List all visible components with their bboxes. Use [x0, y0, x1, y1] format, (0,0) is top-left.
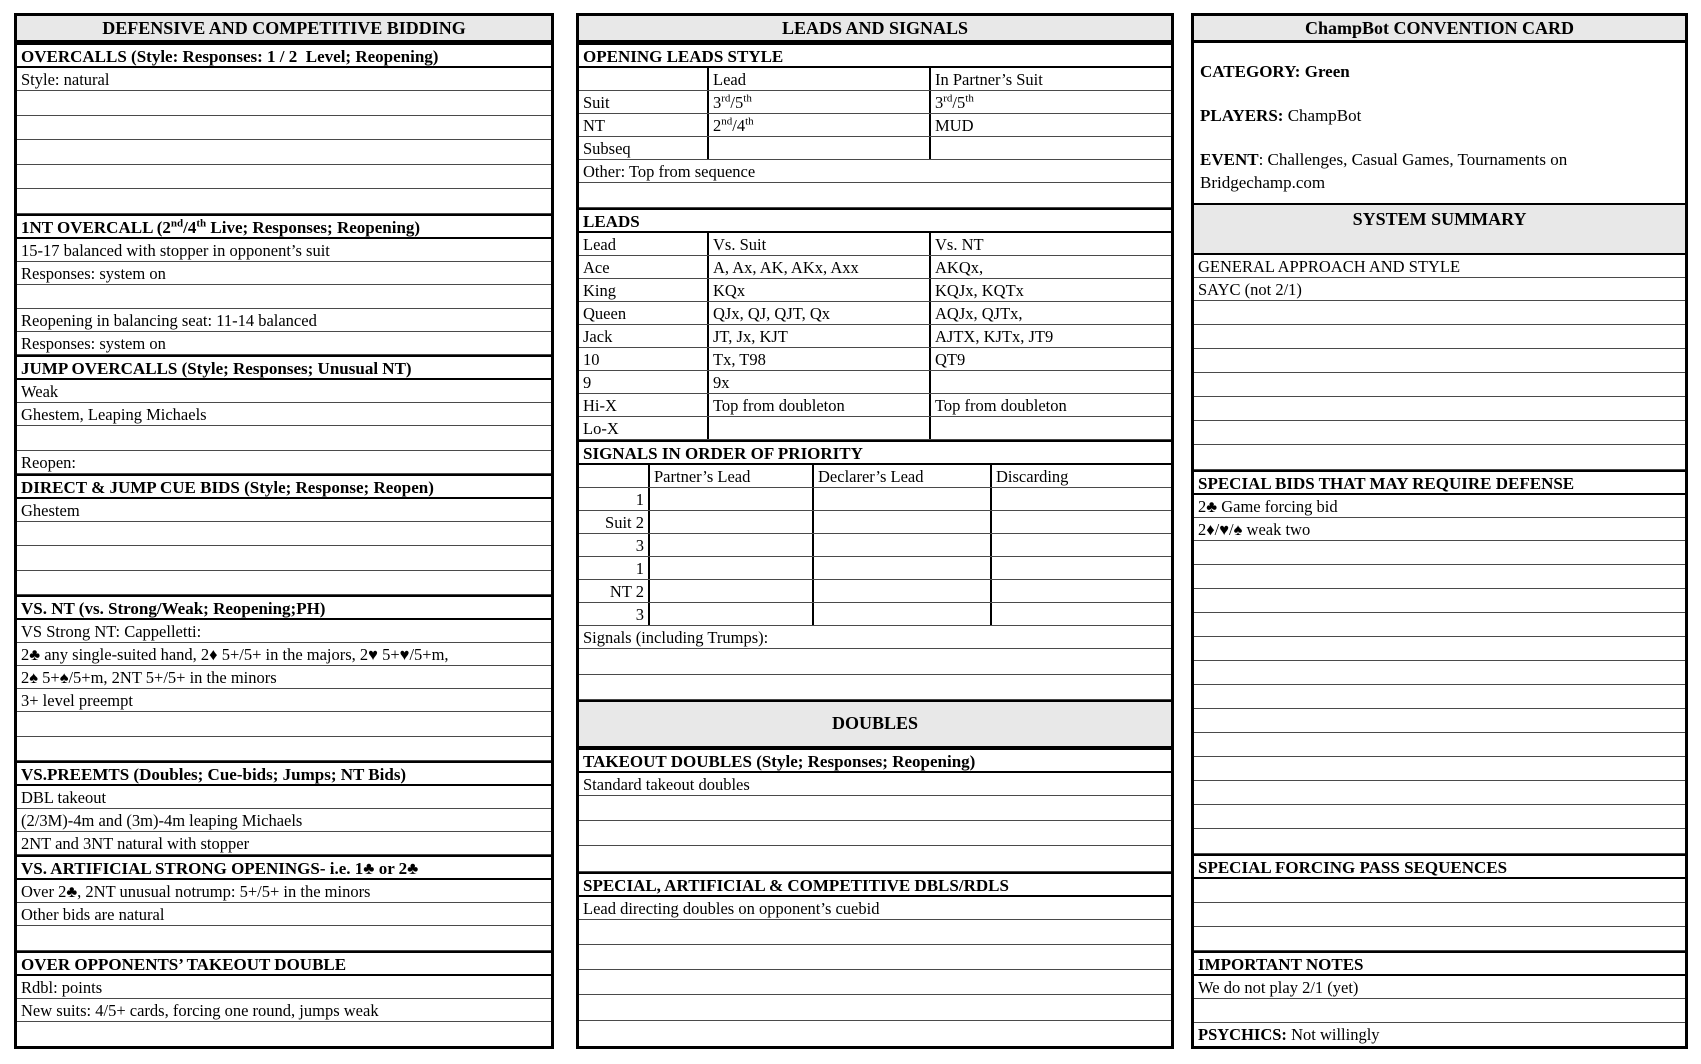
text-row: Ghestem [17, 499, 551, 522]
text-row: Standard takeout doubles [579, 773, 1171, 796]
leads-table-row [579, 394, 1171, 417]
direct-jump-cue-bids-header: DIRECT & JUMP CUE BIDS (Style; Response; Reopen) [17, 474, 551, 499]
empty-row [17, 91, 551, 116]
card-info-line: PLAYERS: ChampBot [1200, 106, 1362, 125]
empty-row [1194, 397, 1685, 421]
empty-row [17, 712, 551, 737]
signals-table-cell [814, 511, 992, 533]
special-artificial-dbls-header: SPECIAL, ARTIFICIAL & COMPETITIVE DBLS/RDLS [579, 872, 1171, 897]
signals-table-cell [992, 580, 1171, 602]
leads-table-cell: AKQx, [935, 258, 984, 278]
signals-table-cell [814, 603, 992, 625]
signals-table-row [579, 580, 1171, 603]
signals-table-cell: 1 [579, 557, 650, 579]
leads-table-cell [709, 417, 931, 439]
text-row: Reopen: [17, 451, 551, 474]
signals-table-row [579, 534, 1171, 557]
text-row: Reopening in balancing seat: 11-14 balanced [17, 309, 551, 332]
vs-nt-header: VS. NT (vs. Strong/Weak; Reopening;PH) [17, 595, 551, 620]
empty-row [1194, 349, 1685, 373]
empty-row [579, 821, 1171, 846]
opening-leads-style-table-cell: 3rd/5th [935, 92, 974, 112]
empty-row [1194, 421, 1685, 445]
leads-table-row [579, 279, 1171, 302]
leads-table-cell: Lo-X [579, 417, 709, 439]
opening-leads-style-table-cell [931, 137, 1171, 159]
empty-row [17, 571, 551, 596]
leads-table-cell: Lead [579, 233, 709, 255]
text-row: 3+ level preempt [17, 689, 551, 712]
text-row: 2♦/♥/♠ weak two [1194, 518, 1685, 541]
leads-table-cell [931, 417, 1171, 439]
leads-table-cell: QJx, QJ, QJT, Qx [709, 302, 931, 324]
leads-table-cell: Vs. Suit [709, 233, 931, 255]
text-row: 2♣ Game forcing bid [1194, 495, 1685, 518]
empty-row [17, 189, 551, 214]
signals-table-cell [579, 465, 650, 487]
empty-row [579, 995, 1171, 1020]
signals-table-cell [650, 580, 814, 602]
signals-table-cell: NT 2 [579, 580, 650, 602]
empty-row [1194, 781, 1685, 805]
signals-table-row [579, 511, 1171, 534]
text-row: Over 2♣, 2NT unusual notrump: 5+/5+ in the minors [17, 880, 551, 903]
vs-artificial-strong-header: VS. ARTIFICIAL STRONG OPENINGS- i.e. 1♣ or 2♣ [17, 855, 551, 880]
leads-table-row [579, 325, 1171, 348]
signals-table-cell: Partner’s Lead [650, 465, 814, 487]
empty-row [17, 285, 551, 310]
empty-row [1194, 999, 1685, 1023]
leads-table-cell: Vs. NT [935, 235, 984, 255]
signals-table-cell [992, 534, 1171, 556]
text-row: 2NT and 3NT natural with stopper [17, 832, 551, 855]
signals-table-cell [814, 488, 992, 510]
leads-table-row [579, 256, 1171, 279]
text-row: 2♠ 5+♠/5+m, 2NT 5+/5+ in the minors [17, 666, 551, 689]
opening-leads-style-table-cell: Suit [579, 91, 709, 113]
empty-row [579, 846, 1171, 871]
signals-table-cell [650, 511, 814, 533]
text-row: Other: Top from sequence [579, 160, 1171, 183]
empty-row [17, 116, 551, 141]
important-notes-header: IMPORTANT NOTES [1194, 951, 1685, 976]
leads-header: LEADS [579, 208, 1171, 233]
leads-table-row [579, 371, 1171, 394]
leads-table-row [579, 417, 1171, 440]
opening-leads-style-table-row [579, 114, 1171, 137]
signals-table-row [579, 465, 1171, 488]
empty-row [17, 140, 551, 165]
text-row: Rdbl: points [17, 976, 551, 999]
leads-table-cell: King [579, 279, 709, 301]
empty-row [1194, 733, 1685, 757]
empty-row [579, 796, 1171, 821]
empty-row [1194, 927, 1685, 951]
empty-row [1194, 661, 1685, 685]
empty-row [579, 945, 1171, 970]
column-convention-card-info [1191, 13, 1688, 1049]
empty-row [579, 920, 1171, 945]
text-row: Other bids are natural [17, 903, 551, 926]
jump-overcalls-header: JUMP OVERCALLS (Style; Responses; Unusual NT) [17, 355, 551, 380]
empty-row [1194, 373, 1685, 397]
signals-table-row [579, 603, 1171, 626]
opening-leads-style-table-cell: 2nd/4th [709, 114, 931, 136]
signals-table-cell: Declarer’s Lead [814, 465, 992, 487]
signals-table-cell: 1 [579, 488, 650, 510]
leads-table-cell: AJTX, KJTx, JT9 [935, 327, 1054, 347]
signals-table-cell: Suit 2 [579, 511, 650, 533]
card-info-line: CATEGORY: Green [1200, 62, 1350, 81]
text-row: Signals (including Trumps): [579, 626, 1171, 649]
leads-table-cell: 9 [579, 371, 709, 393]
empty-row [579, 649, 1171, 674]
leads-table-cell: Tx, T98 [709, 348, 931, 370]
leads-table-cell: 10 [579, 348, 709, 370]
signals-table-cell [650, 488, 814, 510]
empty-row [579, 1021, 1171, 1046]
1nt-overcall-header: 1NT OVERCALL (2nd/4th Live; Responses; Reopening) [17, 214, 551, 239]
opening-leads-style-table-row [579, 91, 1171, 114]
signals-table-cell [992, 488, 1171, 510]
empty-row [17, 165, 551, 190]
leads-table-cell: A, Ax, AK, AKx, Axx [709, 256, 931, 278]
leads-table-cell: Top from doubleton [935, 396, 1067, 416]
signals-table-cell: 3 [579, 534, 650, 556]
signals-table-cell [650, 557, 814, 579]
text-row: DBL takeout [17, 786, 551, 809]
text-row: GENERAL APPROACH AND STYLE [1194, 255, 1685, 278]
empty-row [1194, 589, 1685, 613]
empty-row [1194, 541, 1685, 565]
leads-table-cell [931, 371, 1171, 393]
empty-row [17, 737, 551, 762]
column-defensive-competitive-bidding [14, 13, 554, 1049]
empty-row [1194, 301, 1685, 325]
text-row: SAYC (not 2/1) [1194, 278, 1685, 301]
signals-table-cell [992, 511, 1171, 533]
text-row: Responses: system on [17, 332, 551, 355]
doubles-banner: DOUBLES [579, 700, 1171, 748]
text-row: Responses: system on [17, 262, 551, 285]
signals-table-cell [650, 603, 814, 625]
card-info-line: EVENT: Challenges, Casual Games, Tournaments on Bridgechamp.com [1200, 150, 1568, 192]
leads-and-signals-title: LEADS AND SIGNALS [579, 16, 1171, 43]
takeout-doubles-header: TAKEOUT DOUBLES (Style; Responses; Reopening) [579, 748, 1171, 773]
system-summary-banner: SYSTEM SUMMARY [1194, 203, 1685, 255]
opening-leads-style-table-cell: Lead [709, 68, 931, 90]
empty-row [1194, 685, 1685, 709]
signals-table-cell [814, 534, 992, 556]
text-row: New suits: 4/5+ cards, forcing one round, jumps weak [17, 999, 551, 1022]
empty-row [579, 675, 1171, 700]
leads-table-cell: KQJx, KQTx [935, 281, 1024, 301]
empty-row [17, 426, 551, 451]
empty-row [1194, 709, 1685, 733]
opening-leads-style-table-row [579, 137, 1171, 160]
text-row: (2/3M)-4m and (3m)-4m leaping Michaels [17, 809, 551, 832]
empty-row [1194, 757, 1685, 781]
vs-preempts-header: VS.PREEMTS (Doubles; Cue-bids; Jumps; NT Bids) [17, 761, 551, 786]
signals-table-cell [814, 557, 992, 579]
empty-row [1194, 903, 1685, 927]
leads-table-cell: JT, Jx, KJT [709, 325, 931, 347]
text-row: Lead directing doubles on opponent’s cuebid [579, 897, 1171, 920]
leads-table-cell: AQJx, QJTx, [935, 304, 1023, 324]
text-row: 2♣ any single-suited hand, 2♦ 5+/5+ in the majors, 2♥ 5+♥/5+m, [17, 643, 551, 666]
leads-table-cell: Top from doubleton [709, 394, 931, 416]
opening-leads-style-table-cell: In Partner’s Suit [935, 70, 1043, 89]
signals-table-cell [650, 534, 814, 556]
opening-leads-style-table-cell: Subseq [579, 137, 709, 159]
text-row: VS Strong NT: Cappelletti: [17, 620, 551, 643]
signals-table-cell [992, 557, 1171, 579]
signals-priority-header: SIGNALS IN ORDER OF PRIORITY [579, 440, 1171, 465]
psychics-row: PSYCHICS: Not willingly [1198, 1024, 1380, 1044]
leads-table-cell: Hi-X [579, 394, 709, 416]
empty-row [1194, 637, 1685, 661]
signals-table-cell: 3 [579, 603, 650, 625]
overcalls-header: OVERCALLS (Style: Responses: 1 / 2 Level; Reopening) [17, 43, 551, 68]
leads-table-cell: Queen [579, 302, 709, 324]
empty-row [1194, 805, 1685, 829]
text-row: Ghestem, Leaping Michaels [17, 403, 551, 426]
leads-table-cell: Jack [579, 325, 709, 347]
column-leads-and-signals [576, 13, 1174, 1049]
leads-table-cell: KQx [709, 279, 931, 301]
empty-row [17, 1022, 551, 1047]
opening-leads-style-table-cell: MUD [935, 116, 974, 135]
empty-row [1194, 829, 1685, 853]
leads-table-cell: 9x [709, 371, 931, 393]
opening-leads-style-table-cell [579, 68, 709, 90]
special-forcing-pass-header: SPECIAL FORCING PASS SEQUENCES [1194, 854, 1685, 879]
empty-row [1194, 879, 1685, 903]
empty-row [17, 926, 551, 951]
text-row: Weak [17, 380, 551, 403]
card-info [1194, 43, 1685, 203]
text-row: 15-17 balanced with stopper in opponent’s suit [17, 239, 551, 262]
empty-row [579, 183, 1171, 208]
empty-row [17, 522, 551, 547]
empty-row [579, 970, 1171, 995]
empty-row [17, 546, 551, 571]
signals-table-cell [992, 603, 1171, 625]
special-bids-defense-header: SPECIAL BIDS THAT MAY REQUIRE DEFENSE [1194, 470, 1685, 495]
opening-leads-style-table-cell: 3rd/5th [709, 91, 931, 113]
leads-table-cell: Ace [579, 256, 709, 278]
opening-leads-style-table-row [579, 68, 1171, 91]
empty-row [1194, 613, 1685, 637]
empty-row [1194, 445, 1685, 469]
leads-table-row [579, 302, 1171, 325]
leads-table-row [579, 233, 1171, 256]
leads-table-cell: QT9 [935, 350, 966, 370]
text-row: We do not play 2/1 (yet) [1194, 976, 1685, 999]
signals-table-cell: Discarding [996, 467, 1069, 487]
opening-leads-style-header: OPENING LEADS STYLE [579, 43, 1171, 68]
signals-table-cell [814, 580, 992, 602]
empty-row [1194, 565, 1685, 589]
opening-leads-style-table-cell [709, 137, 931, 159]
empty-row [1194, 325, 1685, 349]
over-opponents-takeout-double-header: OVER OPPONENTS’ TAKEOUT DOUBLE [17, 951, 551, 976]
signals-table-row [579, 488, 1171, 511]
opening-leads-style-table-cell: NT [579, 114, 709, 136]
signals-table-row [579, 557, 1171, 580]
leads-table-row [579, 348, 1171, 371]
convention-card-info-title: ChampBot CONVENTION CARD [1194, 16, 1685, 43]
defensive-competitive-bidding-title: DEFENSIVE AND COMPETITIVE BIDDING [17, 16, 551, 43]
overcalls-style: Style: natural [17, 68, 551, 91]
